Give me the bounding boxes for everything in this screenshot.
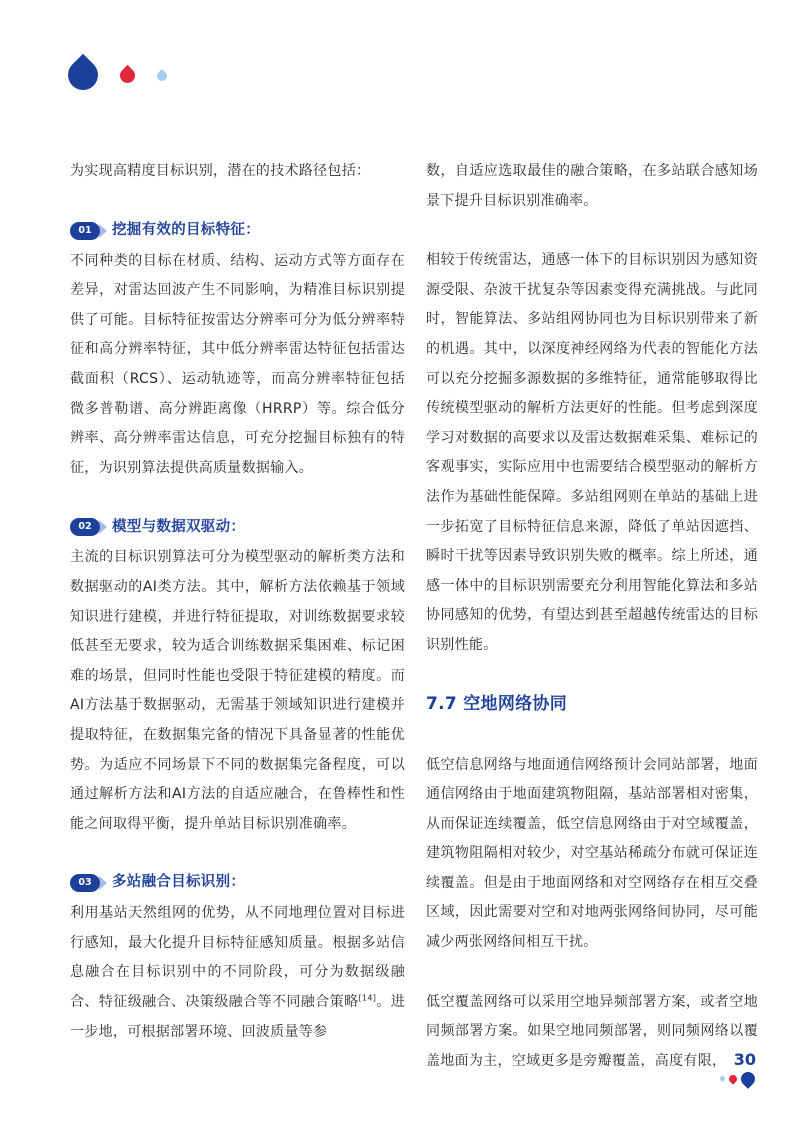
section-title: 模型与数据双驱动：	[112, 518, 246, 535]
section-body-3-text-cont: 。进一步地，可根据部署环境、回波质量等参	[70, 994, 405, 1040]
header-drop-red-icon	[117, 65, 138, 86]
chevron-right-icon	[99, 520, 107, 534]
section-body-2: 主流的目标识别算法可分为模型驱动的解析类方法和数据驱动的AI类方法。其中，解析方法依赖基于领域知识进行建模，并进行特征提取，对训练数据要求较低甚至无要求，较为适合训练数据采集困难、标记困难的场景，但同时性能也受限于特征建模的精度。而AI方法基于数据驱动，无需基于领域知识进行建模并提取特征，在数据集完备的情况下具备显著的性能优势。为适应不同场景下不同的数据集完备程度，可以通过解析方法和AI方法的自适应融合，在鲁棒性和性能之间取得平衡，提升单站目标识别准确率。	[70, 549, 405, 832]
section-body-3-text: 利用基站天然组网的优势，从不同地理位置对目标进行感知，最大化提升目标特征感知质量。根据多站信息融合在目标识别中的不同阶段，可分为数据级融合、特征级融合、决策级融合等不同融合策略	[70, 905, 405, 1011]
paragraph-continuation: 数，自适应选取最佳的融合策略，在多站联合感知场景下提升目标识别准确率。	[426, 163, 758, 209]
left-column	[70, 157, 405, 1047]
paragraph: 低空信息网络与地面通信网络预计会同站部署，地面通信网络由于地面建筑物阻隔，基站部署相对密集，从而保证连续覆盖，低空信息网络由于对空域覆盖，建筑物阻隔相对较少，对空基站稀疏分布就可保证连续覆盖。但是由于地面网络和对空网络存在相互交叠区域，因此需要对空和对地两张网络间协同，尽可能减少两张网络间相互干扰。	[426, 756, 758, 951]
section-number: 01	[70, 222, 100, 240]
section-number-badge	[70, 516, 106, 538]
section-heading-3	[70, 869, 405, 897]
page-number: 30	[733, 1050, 756, 1069]
chapter-heading: 7.7 空地网络协同	[426, 693, 568, 714]
chevron-right-icon	[99, 876, 107, 890]
section-body-3	[70, 899, 405, 1047]
section-number-badge	[70, 872, 106, 894]
citation-ref[interactable]: [14]	[358, 993, 377, 1003]
right-column	[426, 157, 758, 1076]
section-heading-2	[70, 513, 405, 541]
section-number-badge	[70, 220, 106, 242]
section-number: 02	[70, 518, 100, 536]
intro-paragraph: 为实现高精度目标识别，潜在的技术路径包括：	[70, 163, 371, 179]
section-title: 多站融合目标识别：	[112, 874, 246, 891]
section-title: 挖掘有效的目标特征：	[112, 221, 260, 238]
section-body-1: 不同种类的目标在材质、结构、运动方式等方面存在差异，对雷达回波产生不同影响，为精准目标识别提供了可能。目标特征按雷达分辨率可分为低分辨率特征和高分辨率特征，其中低分辨率雷达特征包括雷达截面积（RCS）、运动轨迹等，而高分辨率特征包括微多普勒谱、高分辨距离像（HRRP）等。综合低分辨率、高分辨率雷达信息，可充分挖掘目标独有的特征，为识别算法提供高质量数据输入。	[70, 252, 405, 476]
chevron-right-icon	[99, 224, 107, 238]
header-drop-light-blue-icon	[155, 69, 169, 83]
header-drop-large-blue-icon	[62, 54, 104, 96]
paragraph: 低空覆盖网络可以采用空地异频部署方案，或者空地同频部署方案。如果空地同频部署，则同频网络以覆盖地面为主，空域更多是旁瓣覆盖，高度有限，	[426, 993, 758, 1069]
section-number: 03	[70, 874, 100, 892]
paragraph: 相较于传统雷达，通感一体下的目标识别因为感知资源受限、杂波干扰复杂等因素变得充满挑战。与此同时，智能算法、多站组网协同也为目标识别带来了新的机遇。其中，以深度神经网络为代表的智能化方法可以充分挖掘多源数据的多维特征，通常能够取得比传统模型驱动的解析方法更好的性能。但考虑到深度学习对数据的高要求以及雷达数据难采集、难标记的客观事实，实际应用中也需要结合模型驱动的解析方法作为基础性能保障。多站组网则在单站的基础上进一步拓宽了目标特征信息来源，降低了单站因遮挡、瞬时干扰等因素导致识别失败的概率。综上所述，通感一体中的目标识别需要充分利用智能化算法和多站协同感知的优势，有望达到甚至超越传统雷达的目标识别性能。	[426, 252, 758, 653]
section-heading-1	[70, 217, 405, 245]
